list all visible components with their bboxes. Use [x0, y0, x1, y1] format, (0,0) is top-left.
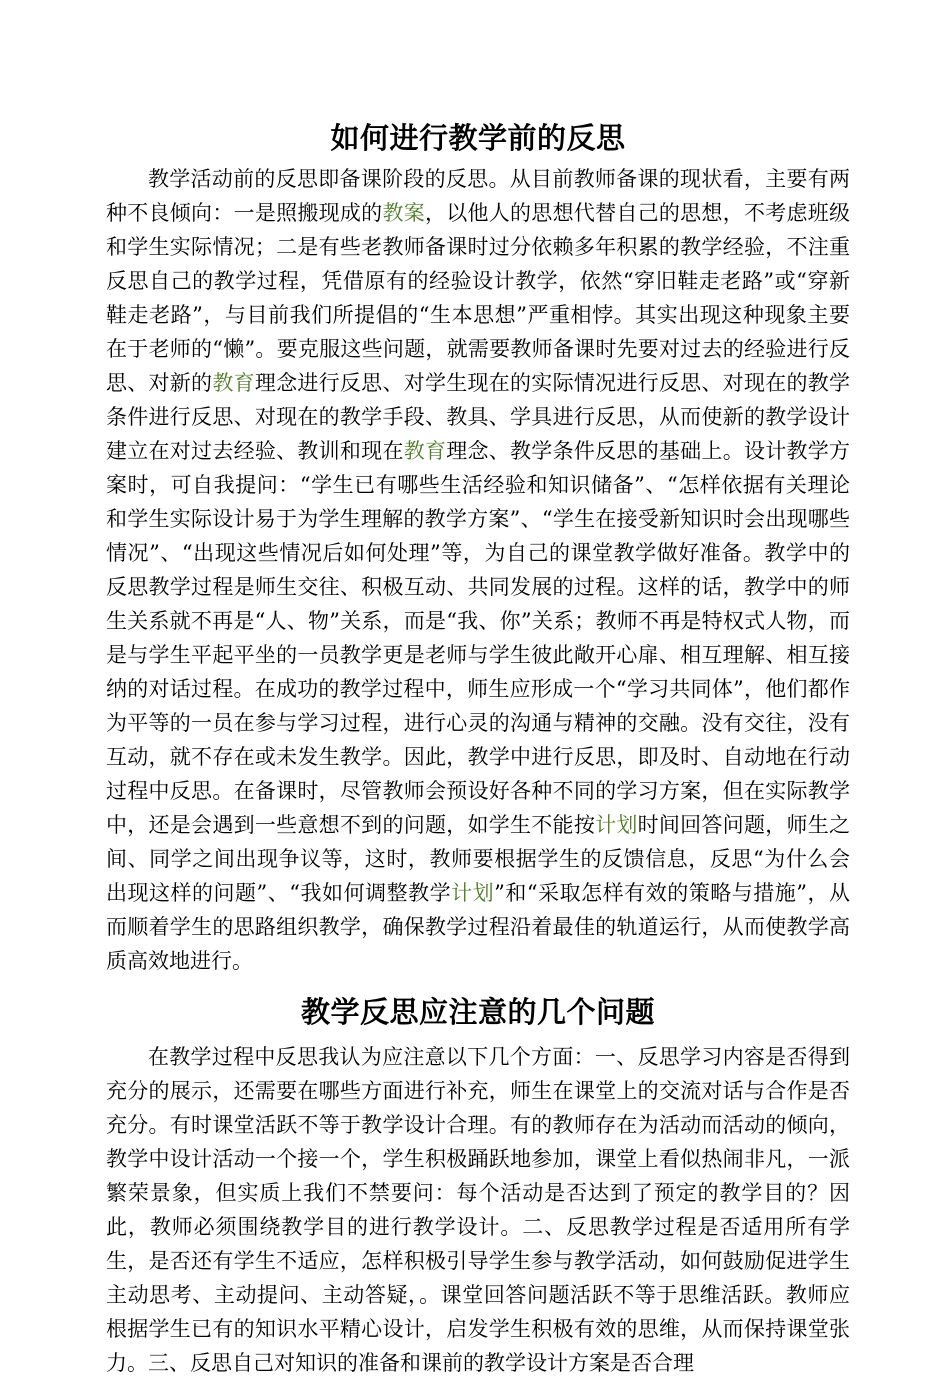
section-1-title: 如何进行教学前的反思	[330, 121, 626, 155]
section-2-title: 教学反思应注意的几个问题	[300, 995, 655, 1029]
document-page	[106, 118, 850, 1380]
paragraph-text: 时间回答问题，师生之间、同学之间出现争议等，这时，教师要根据学生的反馈信息，反思“为什么会出现这样的问题”、“我如何调整教学	[106, 813, 851, 905]
keyword-link-jiaoyu[interactable]: 教育	[212, 371, 255, 395]
keyword-link-jiaoan[interactable]: 教案	[382, 201, 425, 225]
paragraph-text: 理念进行反思、对学生现在的实际情况进行反思、对现在的教学条件进行反思、对现在的教学手段、教具、学具进行反思，从而使新的教学设计建立在对过去经验、教训和现在	[106, 371, 851, 463]
keyword-link-jihua[interactable]: 计划	[595, 813, 638, 837]
keyword-link-jihua[interactable]: 计划	[451, 881, 495, 905]
section-1-paragraph	[106, 162, 850, 978]
paragraph-text: ，以他人的思想代替自己的思想，不考虑班级和学生实际情况；二是有些老教师备课时过分依赖多年积累的教学经验，不注重反思自己的教学过程，凭借原有的经验设计教学，依然“穿旧鞋走老路”或“穿新鞋走老路”，与目前我们所提倡的“生本思想”严重相悖。其实出现这种现象主要在于老师的“懒”。要克服这些问题，就需要教师备课时先要对过去的经验进行反思、对新的	[106, 201, 851, 395]
section-2-paragraph: 在教学过程中反思我认为应注意以下几个方面：一、反思学习内容是否得到充分的展示，还需要在哪些方面进行补充，师生在课堂上的交流对话与合作是否充分。有时课堂活跃不等于教学设计合理。有的教师存在为活动而活动的倾向，教学中设计活动一个接一个，学生积极踊跃地参加，课堂上看似热闹非凡，一派繁荣景象，但实质上我们不禁要问：每个活动是否达到了预定的教学目的？因此，教师必须围绕教学目的进行教学设计。二、反思教学过程是否适用所有学生，是否还有学生不适应，怎样积极引导学生参与教学活动，如何鼓励促进学生主动思考、主动提问、主动答疑，。课堂回答问题活跃不等于思维活跃。教师应根据学生已有的知识水平精心设计，启发学生积极有效的思维，从而保持课堂张力。三、反思自己对知识的准备和课前的教学设计方案是否合理	[106, 1045, 850, 1375]
paragraph-text: 教学活动前的反思即备课阶段的反思。从目前教师备课的现状看，主要有两种不良倾向：一是照搬现成的	[106, 167, 850, 225]
paragraph-text: 理念、教学条件反思的基础上。设计教学方案时，可自我提问：“学生已有哪些生活经验和知识储备”、“怎样依据有关理论和学生实际设计易于为学生理解的教学方案”、“学生在接受新知识时会出现哪些情况”、“出现这些情况后如何处理”等，为自己的课堂教学做好准备。教学中的反思教学过程是师生交往、积极互动、共同发展的过程。这样的话，教学中的师生关系就不再是“人、物”关系，而是“我、你”关系；教师不再是特权式人物，而是与学生平起平坐的一员教学更是老师与学生彼此敞开心扉、相互理解、相互接纳的对话过程。在成功的教学过程中，师生应形成一个“学习共同体”，他们都作为平等的一员在参与学习过程，进行心灵的沟通与精神的交融。没有交往，没有互动，就不存在或未发生教学。因此，教学中进行反思，即及时、自动地在行动过程中反思。在备课时，尽管教师会预设好各种不同的学习方案，但在实际教学中，还是会遇到一些意想不到的问题，如学生不能按	[106, 439, 851, 837]
paragraph-text: ”和“采取怎样有效的策略与措施”，从而顺着学生的思路组织教学，确保教学过程沿着最佳的轨道运行，从而使教学高质高效地进行。	[106, 881, 851, 973]
keyword-link-jiaoyu[interactable]: 教育	[403, 439, 447, 463]
